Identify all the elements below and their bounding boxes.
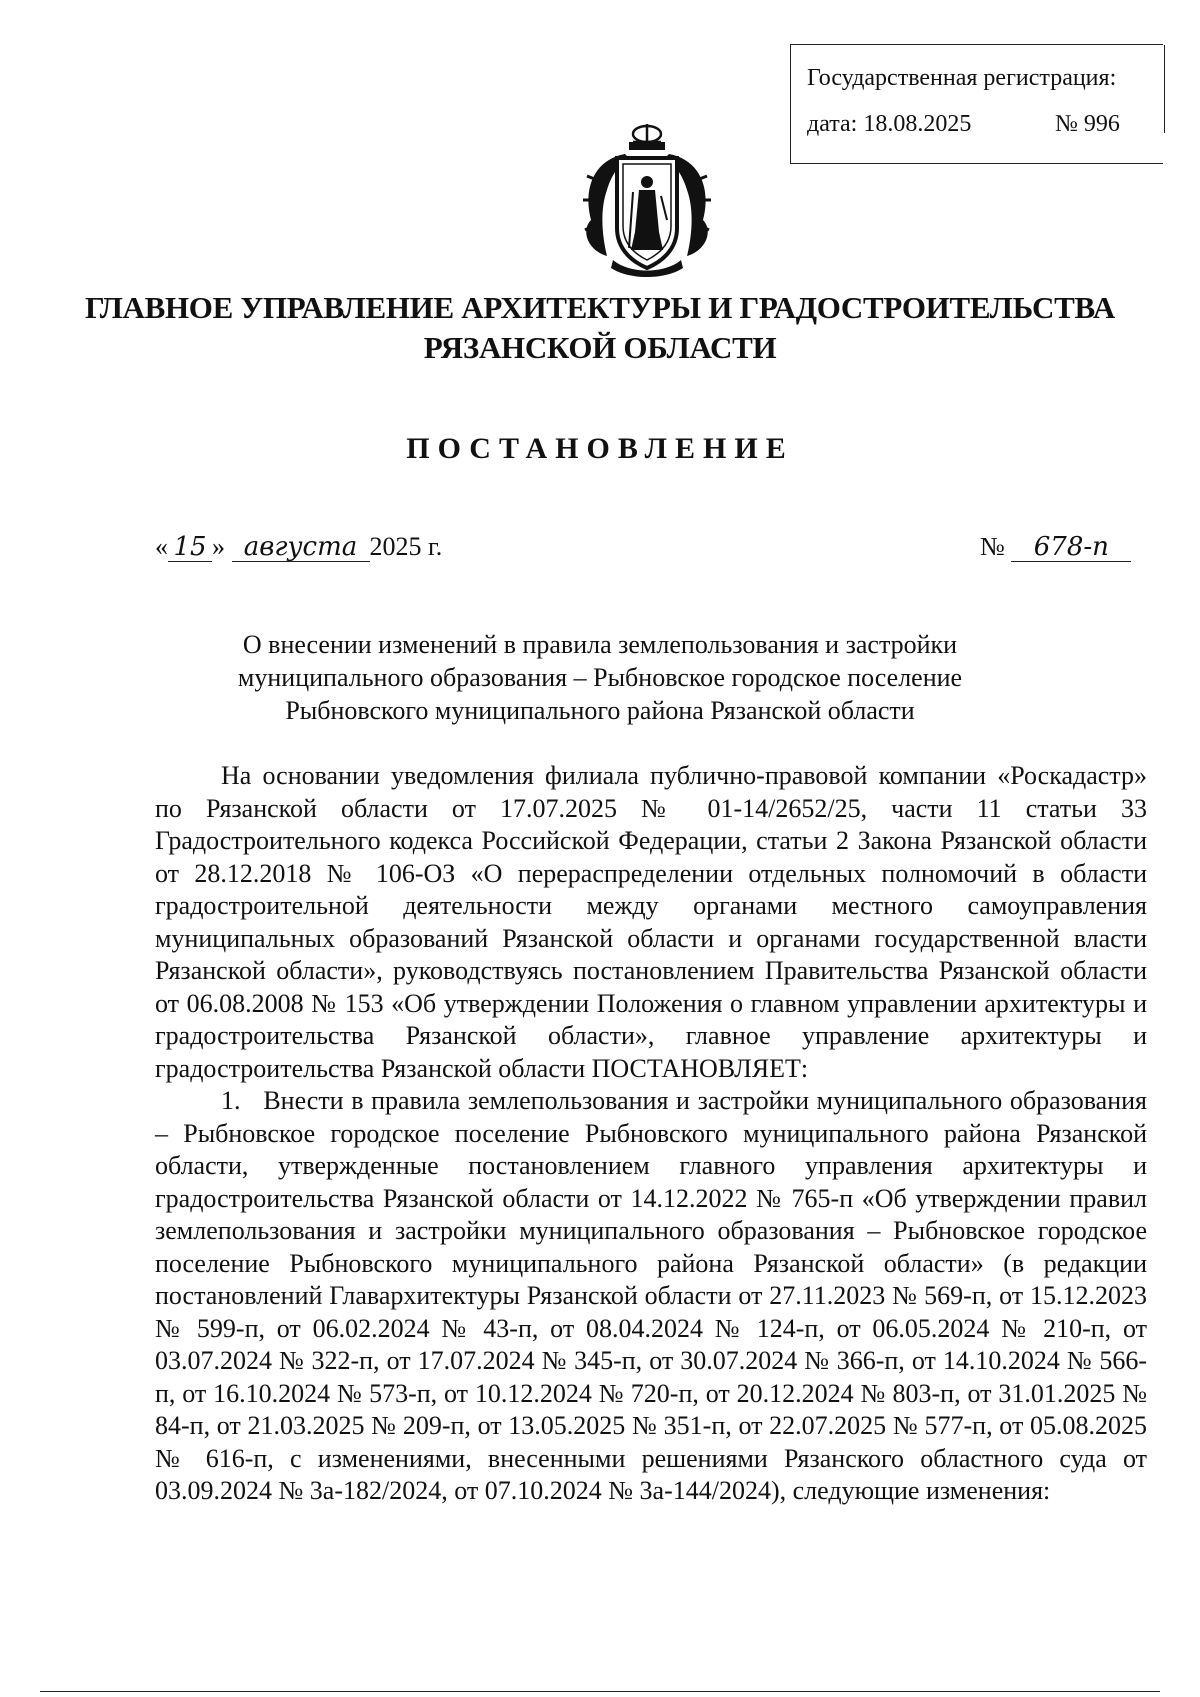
subject-line3: Рыбновского муниципального района Рязанской области	[285, 696, 915, 725]
date-open-quote: «	[155, 532, 168, 561]
stamp-edge	[1164, 45, 1165, 133]
registration-details	[807, 111, 1120, 138]
number-prefix: №	[980, 532, 1005, 561]
organization-line2: РЯЗАНСКОЙ ОБЛАСТИ	[423, 330, 777, 365]
date-close-quote: »	[212, 532, 225, 561]
document-type: ПОСТАНОВЛЕНИЕ	[406, 432, 794, 465]
registration-heading: Государственная регистрация:	[807, 65, 1117, 91]
document-body	[155, 760, 1147, 1508]
date-month: августа	[232, 533, 370, 562]
subject-line2: муниципального образования – Рыбновское городское поселение	[237, 663, 963, 692]
number-value: 678-п	[1011, 533, 1131, 562]
registration-stamp	[790, 44, 1163, 164]
date-year: 2025 г.	[369, 532, 443, 561]
document-date	[155, 532, 442, 562]
preamble-paragraph: На основании уведомления филиала публично-правовой компании «Роскадастр» по Рязанской области от 17.07.2025 № 01-14/2652/25, части 11 статьи 33 Градостроительного кодекса Российской Федерации, статьи 2 Закона Рязанской области от 28.12.2018 № 106-ОЗ «О перераспределении отдельных полномочий в области градостроительной деятельности между органами местного самоуправления муниципальных образований Рязанской области и органами государственной власти Рязанской области», руководствуясь постановлением Правительства Рязанской области от 06.08.2008 № 153 «Об утверждении Положения о главном управлении архитектуры и градостроительства Рязанской области», главное управление архитектуры и градостроительства Рязанской области ПОСТАНОВЛЯЕТ:	[155, 761, 1147, 1083]
bottom-divider	[40, 1691, 1160, 1692]
organization-line1: ГЛАВНОЕ УПРАВЛЕНИЕ АРХИТЕКТУРЫ И ГРАДОСТРОИТЕЛЬСТВА	[84, 290, 1115, 325]
date-day: 15	[168, 533, 212, 562]
organization-title	[0, 288, 1200, 368]
registration-number: № 996	[1055, 111, 1120, 137]
item-1-paragraph: 1. Внести в правила землепользования и застройки муниципального образования – Рыбновское городское поселение Рыбновского муниципального района Рязанской области, утвержденные постановлением главного управления архитектуры и градостроительства Рязанской области от 14.12.2022 № 765-п «Об утверждении правил землепользования и застройки муниципального образования – Рыбновское городское поселение Рыбновского муниципального района Рязанской области» (в редакции постановлений Главархитектуры Рязанской области от 27.11.2023 № 569-п, от 15.12.2023 № 599-п, от 06.02.2024 № 43-п, от 08.04.2024 № 124-п, от 06.05.2024 № 210-п, от 03.07.2024 № 322-п, от 17.07.2024 № 345-п, от 30.07.2024 № 366-п, от 14.10.2024 № 566-п, от 16.10.2024 № 573-п, от 10.12.2024 № 720-п, от 20.12.2024 № 803-п, от 31.01.2025 № 84-п, от 21.03.2025 № 209-п, от 13.05.2025 № 351-п, от 22.07.2025 № 577-п, от 05.08.2025 № 616-п, с изменениями, внесенными решениями Рязанского областного суда от 03.09.2024 № 3а-182/2024, от 07.10.2024 № 3а-144/2024), следующие изменения:	[155, 1086, 1147, 1505]
registration-date: дата: 18.08.2025	[807, 111, 972, 137]
ryazan-coat-of-arms-icon	[573, 120, 721, 280]
document-subject	[0, 628, 1200, 727]
subject-line1: О внесении изменений в правила землепользования и застройки	[242, 630, 958, 659]
document-number	[980, 532, 1131, 562]
